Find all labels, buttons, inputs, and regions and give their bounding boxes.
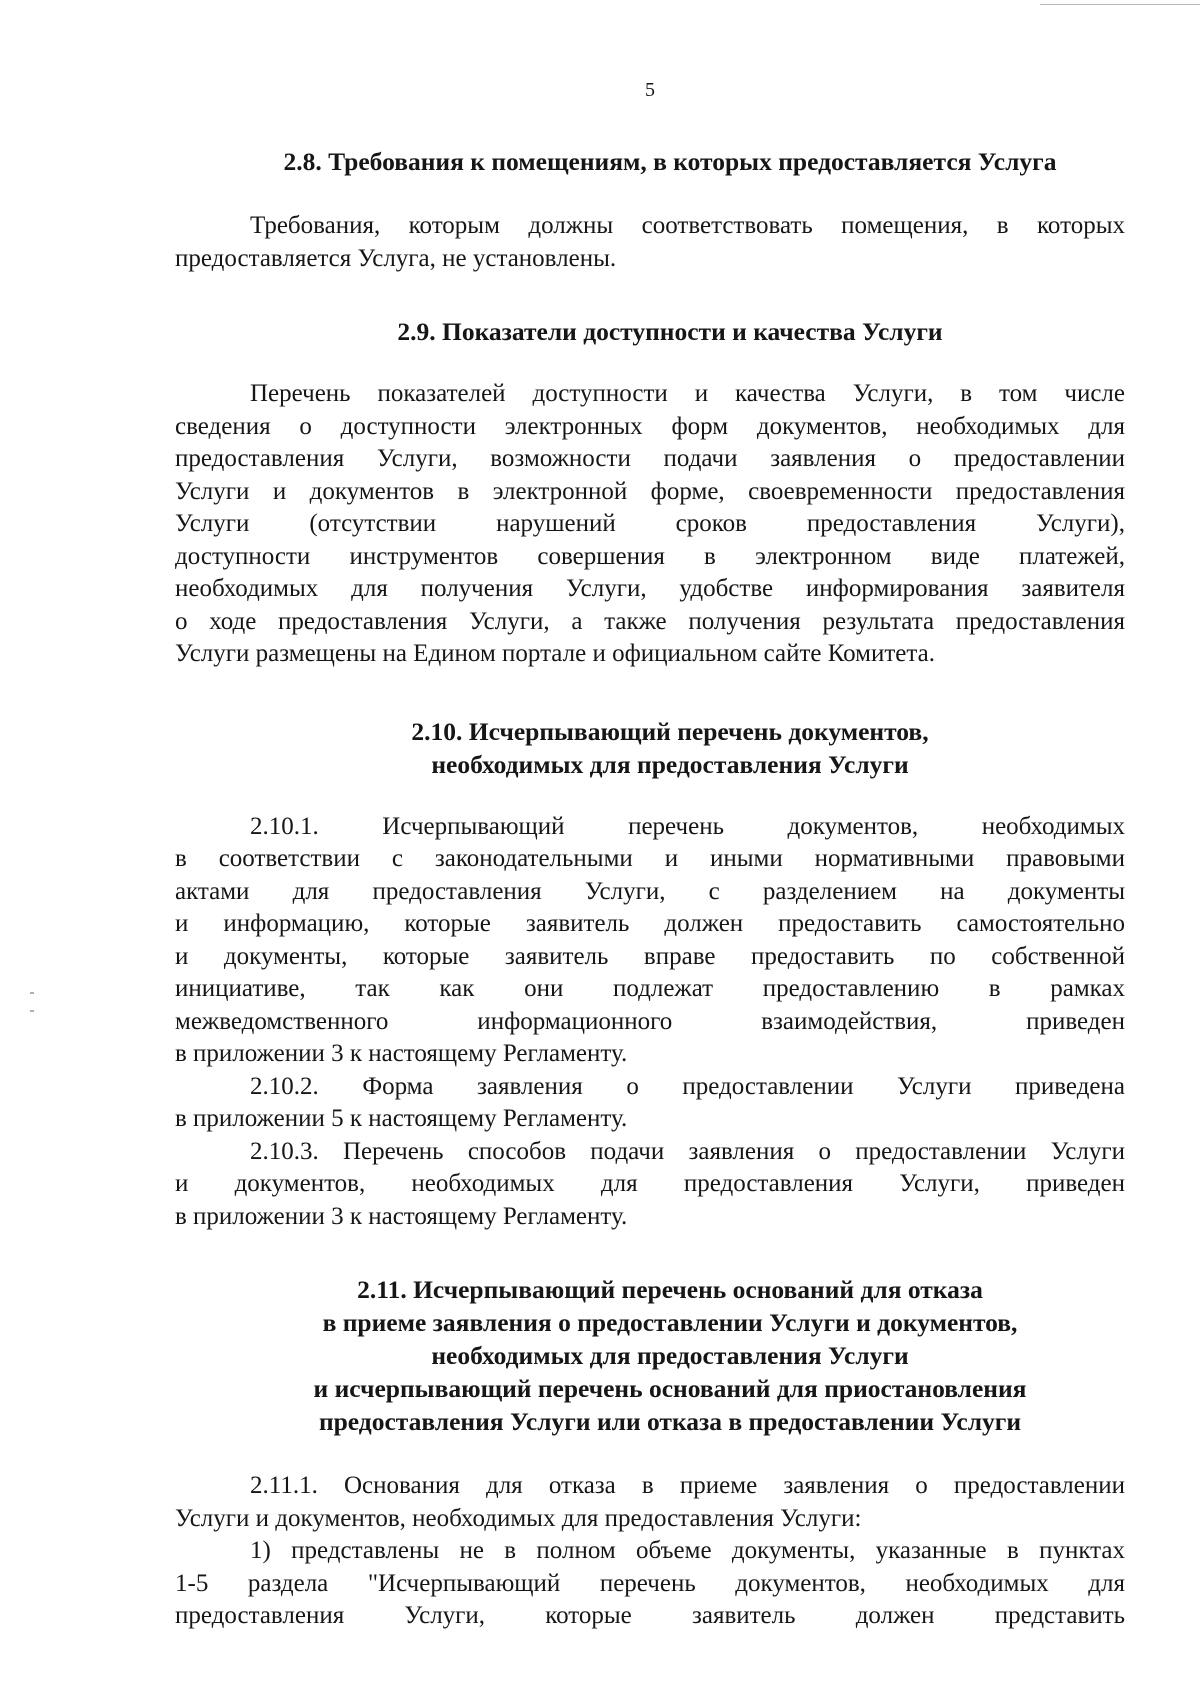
text-line: предоставления Услуги, возможности подачи заявления о предоставлении (175, 445, 1125, 472)
heading-line: и исчерпывающий перечень оснований для приостановления (313, 1374, 1027, 1403)
page-number: 5 (645, 79, 655, 101)
text-line: инициативе, так как они подлежат предоставлению в рамках (175, 975, 1125, 1002)
paragraph-2-10-3 (175, 1136, 1125, 1234)
heading-line: 2.9. Показатели доступности и качества Услуги (397, 317, 943, 346)
text-line: Требования, которым должны соответствовать помещения, в которых (250, 212, 1125, 239)
text-line: Услуги и документов, необходимых для предоставления Услуги: (175, 1504, 862, 1532)
heading-line: 2.11. Исчерпывающий перечень оснований для отказа (357, 1275, 983, 1304)
text-line: 1) представлены не в полном объеме документы, указанные в пунктах (250, 1537, 1125, 1564)
paragraph-premises-requirements-cont (175, 243, 1125, 276)
text-line: и документов, необходимых для предоставления Услуги, приведен (175, 1170, 1125, 1197)
text-line: Услуги размещены на Едином портале и официальном сайте Комитета. (175, 640, 935, 667)
section-heading-2-11 (175, 1273, 1125, 1438)
text-line: актами для предоставления Услуги, с разделением на документы (175, 877, 1125, 905)
heading-line: необходимых для предоставления Услуги (431, 1341, 909, 1370)
text-line: о ходе предоставления Услуги, а также получения результата предоставления (175, 607, 1125, 635)
heading-line: 2.10. Исчерпывающий перечень документов, (411, 716, 929, 746)
text-line: предоставления Услуги, которые заявитель должен представить (175, 1602, 1125, 1629)
heading-line: необходимых для предоставления Услуги (431, 749, 909, 779)
text-line: в соответствии с законодательными и иными нормативными правовыми (175, 845, 1125, 872)
text-line: в приложении 3 к настоящему Регламенту. (175, 1202, 628, 1230)
text-line: 2.10.2. Форма заявления о предоставлении Услуги приведена (250, 1072, 1125, 1100)
heading-line: предоставления Услуги или отказа в предоставлении Услуги (318, 1407, 1022, 1436)
text-line: и информацию, которые заявитель должен предоставить самостоятельно (175, 910, 1125, 937)
heading-line: 2.8. Требования к помещениям, в которых предоставляется Услуга (283, 147, 1057, 176)
text-line: и документы, которые заявитель вправе предоставить по собственной (175, 942, 1125, 970)
document-body (175, 145, 1125, 1633)
text-line: доступности инструментов совершения в электронном виде платежей, (175, 542, 1125, 570)
paragraph-item-1 (175, 1535, 1125, 1633)
text-line: 2.10.1. Исчерпывающий перечень документов, необходимых (250, 812, 1125, 840)
text-line: в приложении 5 к настоящему Регламенту. (175, 1105, 628, 1132)
scan-speck (30, 1010, 34, 1012)
scan-edge-line (1040, 4, 1200, 5)
text-line: Услуги и документов в электронной форме, своевременности предоставления (175, 477, 1125, 505)
paragraph-2-10-1 (175, 811, 1125, 1071)
text-line: 2.10.3. Перечень способов подачи заявления о предоставлении Услуги (250, 1137, 1125, 1165)
text-line: в приложении 3 к настоящему Регламенту. (175, 1040, 628, 1067)
text-line: необходимых для получения Услуги, удобстве информирования заявителя (175, 575, 1125, 602)
text-line: межведомственного информационного взаимодействия, приведен (175, 1007, 1125, 1035)
heading-line: в приеме заявления о предоставлении Услуги и документов, (322, 1308, 1018, 1337)
section-heading-2-9 (175, 315, 1125, 348)
text-line: 2.11.1. Основания для отказа в приеме заявления о предоставлении (250, 1472, 1125, 1499)
text-line: Перечень показателей доступности и качества Услуги, в том числе (250, 380, 1125, 407)
scan-speck (30, 992, 34, 994)
paragraph-2-10-2 (175, 1071, 1125, 1136)
text-line: Услуги (отсутствии нарушений сроков предоставления Услуги), (175, 510, 1125, 537)
paragraph-availability-indicators (175, 378, 1125, 671)
text-line: предоставляется Услуга, не установлены. (175, 244, 617, 272)
text-line: сведения о доступности электронных форм документов, необходимых для (175, 412, 1125, 440)
section-heading-2-10 (175, 715, 1125, 781)
text-line: 1-5 раздела "Исчерпывающий перечень документов, необходимых для (175, 1569, 1125, 1597)
paragraph-2-11-1 (175, 1470, 1125, 1535)
paragraph-premises-requirements (175, 210, 1125, 243)
section-heading-2-8 (175, 145, 1125, 178)
